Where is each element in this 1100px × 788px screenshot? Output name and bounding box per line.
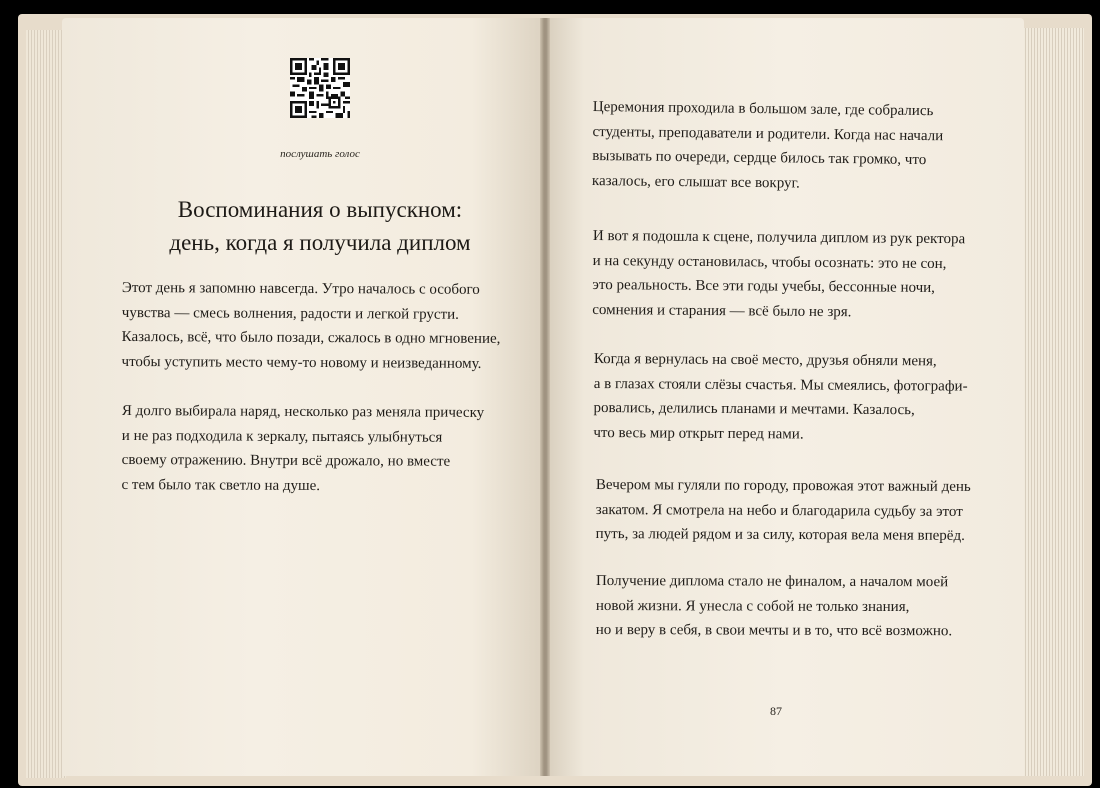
paragraph [592, 95, 944, 197]
page-edges-right [1022, 28, 1084, 776]
text-line: чтобы уступить место чему-то новому и неизведанному. [121, 353, 482, 372]
text-line: сомнения и старания — всё было не зря. [592, 301, 852, 320]
page-number: 87 [770, 704, 782, 718]
text-line: И вот я подошла к сцене, получила диплом из рук ректора [592, 227, 966, 248]
page-edges-left [26, 30, 66, 778]
text-line: и на секунду остановилась, чтобы осознать: это не сон, [592, 252, 947, 272]
text-line: новой жизни. Я унесла с собой не только знания, [595, 597, 910, 615]
text-line: Когда я вернулась на своё место, друзья обняли меня, [593, 350, 937, 370]
qr-code-icon[interactable] [290, 58, 350, 118]
qr-caption: послушать голос [280, 148, 360, 160]
text-line: а в глазах стояли слёзы счастья. Мы смеялись, фотографи- [593, 375, 968, 395]
text-line: путь, за людей рядом и за силу, которая вела меня вперёд. [595, 525, 965, 544]
chapter-title-line: Воспоминания о выпускном: [177, 197, 463, 222]
chapter-title [122, 193, 518, 259]
text-line: но и веру в себя, в свои мечты и в то, что всё возможно. [595, 621, 953, 640]
text-line: Казалось, всё, что было позади, сжалось в одно мгновение, [121, 328, 501, 347]
text-line: Этот день я запомню навсегда. Утро началось с особого [121, 279, 480, 298]
text-line: Церемония проходила в большом зале, где собрались [592, 98, 934, 120]
paragraph [121, 399, 484, 499]
paragraph [592, 224, 965, 325]
right-page [546, 18, 1024, 776]
text-line: ровались, делились планами и мечтами. Казалось, [593, 399, 915, 419]
text-line: Я долго выбирала наряд, несколько раз меняла прическу [121, 402, 485, 421]
text-line: закатом. Я смотрела на небо и благодарила судьбу за этот [595, 501, 963, 520]
text-line: это реальность. Все эти годы учебы, бессонные ночи, [592, 276, 936, 296]
text-line: студенты, преподаватели и родители. Когда нас начали [592, 123, 944, 144]
text-line: и не раз подходила к зеркалу, пытаясь улыбнуться [121, 427, 443, 446]
text-line: с тем было так светло на душе. [121, 476, 321, 494]
text-line: чувства — смесь волнения, радости и легкой грусти. [121, 304, 459, 323]
text-line: что весь мир открыт перед нами. [593, 424, 804, 442]
book-gutter [540, 18, 550, 776]
text-line: вызывать по очереди, сердце билось так громко, что [592, 147, 927, 169]
paragraph [596, 473, 971, 548]
text-line: своему отражению. Внутри всё дрожало, но вместе [121, 451, 451, 470]
left-page [62, 18, 544, 776]
paragraph [121, 276, 500, 376]
text-line: Вечером мы гуляли по городу, провожая этот важный день [595, 476, 971, 495]
text-line: Получение диплома стало не финалом, а началом моей [595, 573, 949, 591]
paragraph [593, 347, 968, 448]
chapter-title-line: день, когда я получила диплом [169, 230, 471, 255]
text-line: казалось, его слышат все вокруг. [591, 172, 800, 192]
paragraph [596, 569, 953, 644]
